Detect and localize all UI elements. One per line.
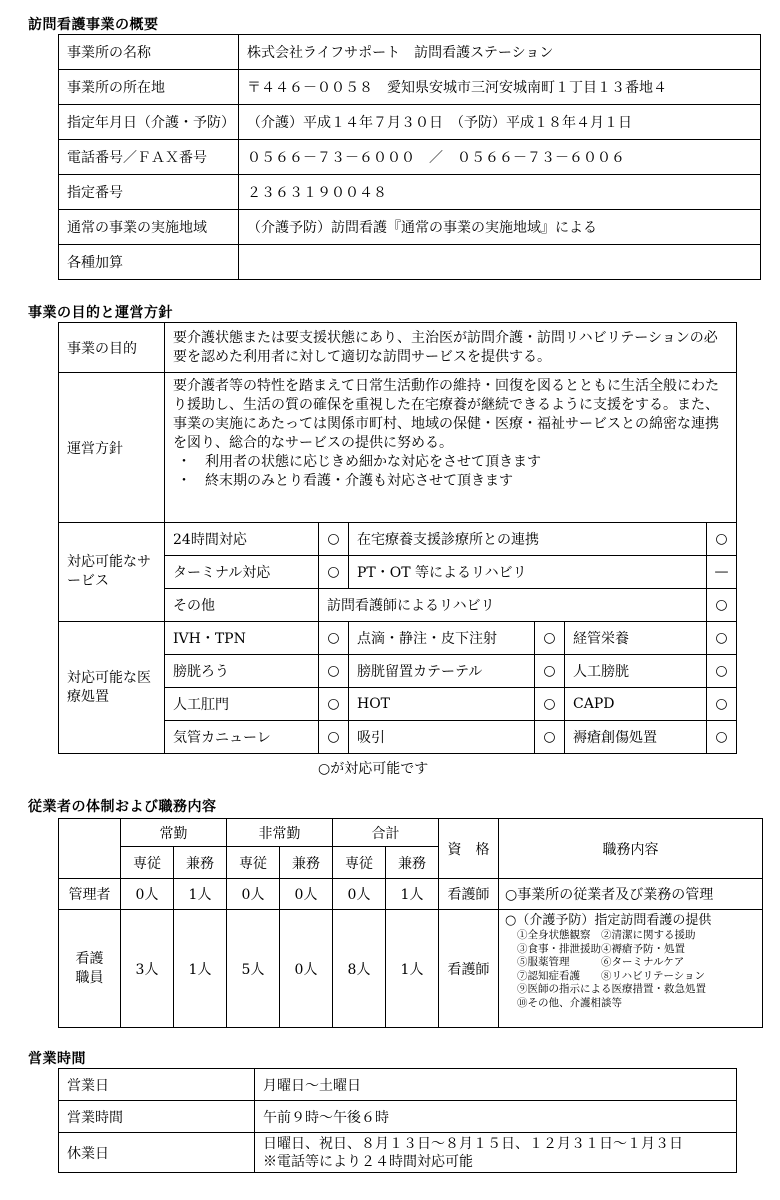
medical-item: CAPD <box>565 688 707 721</box>
row-label: 電話番号／ＦＡＸ番号 <box>59 140 239 175</box>
bullet-text: 終末期のみとり看護・介護も対応させて頂きます <box>205 473 513 489</box>
table-row <box>59 175 761 210</box>
medical-mark: ○ <box>535 655 565 688</box>
medical-item: 経管栄養 <box>565 622 707 655</box>
header-sen: 専従 <box>333 847 386 879</box>
medical-item: 点滴・静注・皮下注射 <box>349 622 535 655</box>
count-cell: 0人 <box>121 879 174 910</box>
row-label: 各種加算 <box>59 245 239 280</box>
service-name: 在宅療養支援診療所との連携 <box>349 523 707 556</box>
section-title-overview: 訪問看護事業の概要 <box>28 17 159 33</box>
duty-text: ○事業所の従業者及び業務の管理 <box>499 879 763 910</box>
medical-mark: ○ <box>535 688 565 721</box>
legend-note: ○が対応可能です <box>318 761 429 777</box>
section-title-staff: 従業者の体制および職務内容 <box>28 799 217 815</box>
role-label: 管理者 <box>59 879 121 910</box>
goal-label: 事業の目的 <box>59 323 165 373</box>
row-label: 営業時間 <box>59 1101 255 1133</box>
header-qualification: 資 格 <box>439 819 499 879</box>
qualification: 看護師 <box>439 910 499 1028</box>
duty-lead: ○（介護予防）指定訪問看護の提供 <box>505 913 712 928</box>
table-row <box>59 523 737 556</box>
row-value: 株式会社ライフサポート 訪問看護ステーション <box>239 35 761 70</box>
duty-item: ⑩その他、介護相談等 <box>517 996 622 1009</box>
medical-mark: ○ <box>319 688 349 721</box>
count-cell: 5人 <box>227 910 280 1028</box>
policy-label: 運営方針 <box>59 373 165 523</box>
policy-bullet: ・ 終末期のみとり看護・介護も対応させて頂きます <box>177 473 513 489</box>
row-value: 日曜日、祝日、８月１３日～８月１５日、１２月３１日～１月３日 <box>263 1135 683 1152</box>
header-ken: 兼務 <box>174 847 227 879</box>
row-value: 午前９時～午後６時 <box>255 1101 737 1133</box>
row-label: 指定番号 <box>59 175 239 210</box>
count-cell: 8人 <box>333 910 386 1028</box>
role-label: 看護職員 <box>59 910 121 1028</box>
header-total: 合計 <box>333 819 439 847</box>
count-cell: 0人 <box>280 910 333 1028</box>
header-hijoukin: 非常勤 <box>227 819 333 847</box>
service-mark: ○ <box>319 523 349 556</box>
row-label: 事業所の所在地 <box>59 70 239 105</box>
staff-table <box>58 818 763 1028</box>
medical-mark: ○ <box>707 721 737 754</box>
table-row <box>59 1133 737 1173</box>
row-value-note: ※電話等により２４時間対応可能 <box>263 1153 473 1170</box>
medical-mark: ○ <box>535 622 565 655</box>
count-cell: 1人 <box>386 910 439 1028</box>
purpose-table <box>58 322 737 754</box>
table-row <box>59 35 761 70</box>
table-row <box>59 210 761 245</box>
row-value: ０５６６－７３－６０００ ／ ０５６６－７３－６００６ <box>239 140 761 175</box>
overview-table <box>58 34 761 280</box>
count-cell: 0人 <box>280 879 333 910</box>
service-name: ターミナル対応 <box>165 556 319 589</box>
table-row <box>59 323 737 373</box>
header-joukin: 常勤 <box>121 819 227 847</box>
services-label: 対応可能なサービス <box>59 523 165 622</box>
row-value: 月曜日～土曜日 <box>255 1069 737 1101</box>
row-value: （介護予防）訪問看護『通常の事業の実施地域』による <box>239 210 761 245</box>
duty-item: ⑨医師の指示による医療措置・救急処置 <box>517 983 706 995</box>
duty-item: ①全身状態観察 ②清潔に関する援助 <box>517 929 696 941</box>
service-name: 24時間対応 <box>165 523 319 556</box>
header-sen: 専従 <box>121 847 174 879</box>
medical-item: 人工膀胱 <box>565 655 707 688</box>
section-title-hours: 営業時間 <box>28 1051 86 1067</box>
service-mark: ○ <box>707 523 737 556</box>
service-other-label: その他 <box>165 589 319 622</box>
medical-mark: ○ <box>707 655 737 688</box>
hours-table <box>58 1068 737 1173</box>
table-row <box>59 70 761 105</box>
row-value: （介護）平成１４年７月３０日 （予防）平成１８年４月１日 <box>239 105 761 140</box>
table-row <box>59 373 737 523</box>
count-cell: 0人 <box>333 879 386 910</box>
medical-mark: ○ <box>319 622 349 655</box>
medical-item: HOT <box>349 688 535 721</box>
header-duty: 職務内容 <box>499 819 763 879</box>
medical-item: 人工肛門 <box>165 688 319 721</box>
medical-mark: ○ <box>707 622 737 655</box>
count-cell: 1人 <box>386 879 439 910</box>
table-row <box>59 879 763 910</box>
row-value: 〒４４６－００５８ 愛知県安城市三河安城南町１丁目１３番地４ <box>239 70 761 105</box>
table-row <box>59 245 761 280</box>
header-sen: 専従 <box>227 847 280 879</box>
table-row <box>59 1101 737 1133</box>
row-value-cell <box>255 1133 737 1173</box>
count-cell: 0人 <box>227 879 280 910</box>
service-other-text: 訪問看護師によるリハビリ <box>319 589 707 622</box>
service-mark: ○ <box>319 556 349 589</box>
bullet-text: 利用者の状態に応じきめ細かな対応をさせて頂きます <box>205 454 541 470</box>
medical-mark: ○ <box>319 721 349 754</box>
table-row <box>59 819 763 847</box>
qualification: 看護師 <box>439 879 499 910</box>
header-blank <box>59 819 121 879</box>
medical-item: IVH・TPN <box>165 622 319 655</box>
service-mark: — <box>707 556 737 589</box>
table-row <box>59 910 763 1028</box>
count-cell: 1人 <box>174 879 227 910</box>
duty-item: ⑦認知症看護 ⑧リハビリテーション <box>517 969 706 982</box>
row-value <box>239 245 761 280</box>
service-name: PT・OT 等によるリハビリ <box>349 556 707 589</box>
service-mark: ○ <box>707 589 737 622</box>
medical-item: 吸引 <box>349 721 535 754</box>
count-cell: 1人 <box>174 910 227 1028</box>
row-label: 休業日 <box>59 1133 255 1173</box>
table-row <box>59 105 761 140</box>
duty-item: ③食事・排泄援助④褥瘡予防・処置 <box>517 942 685 955</box>
medical-item: 膀胱留置カテーテル <box>349 655 535 688</box>
count-cell: 3人 <box>121 910 174 1028</box>
table-row <box>59 140 761 175</box>
medical-item: 褥瘡創傷処置 <box>565 721 707 754</box>
row-label: 営業日 <box>59 1069 255 1101</box>
medical-mark: ○ <box>535 721 565 754</box>
table-row <box>59 1069 737 1101</box>
header-ken: 兼務 <box>386 847 439 879</box>
goal-text: 要介護状態または要支援状態にあり、主治医が訪問介護・訪問リハビリテーションの必要を認めた利用者に対して適切な訪問サービスを提供する。 <box>165 323 737 373</box>
medical-item: 気管カニューレ <box>165 721 319 754</box>
duty-list <box>499 910 763 1028</box>
row-label: 通常の事業の実施地域 <box>59 210 239 245</box>
table-row <box>59 622 737 655</box>
policy-text: 要介護者等の特性を踏まえて日常生活動作の維持・回復を図るとともに生活全般にわたり援助し、生活の質の確保を重視した在宅療養が継続できるように支援をする。また、事業の実施にあたっては関係市町村、地域の保健・医療・福祉サービスとの綿密な連携を図り、総合的なサービスの提供に努める。 <box>173 378 719 451</box>
row-value: ２３６３１９００４８ <box>239 175 761 210</box>
header-ken: 兼務 <box>280 847 333 879</box>
medical-item: 膀胱ろう <box>165 655 319 688</box>
medical-mark: ○ <box>319 655 349 688</box>
section-title-purpose: 事業の目的と運営方針 <box>28 305 173 321</box>
medical-mark: ○ <box>707 688 737 721</box>
policy-bullet: ・ 利用者の状態に応じきめ細かな対応をさせて頂きます <box>177 454 541 470</box>
duty-item: ⑤服薬管理 ⑥ターミナルケア <box>517 956 685 968</box>
row-label: 指定年月日（介護・予防） <box>59 105 239 140</box>
medical-label: 対応可能な医療処置 <box>59 622 165 754</box>
row-label: 事業所の名称 <box>59 35 239 70</box>
policy-cell <box>165 373 737 523</box>
